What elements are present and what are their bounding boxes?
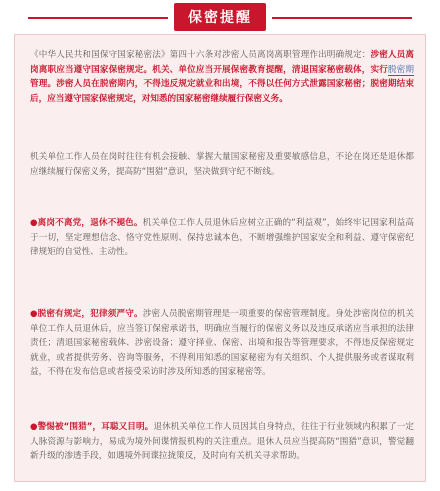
paragraph-point-1 — [30, 216, 414, 260]
point-2-text: 涉密人员脱密期管理是一项重要的保密管理制度。身处涉密岗位的机关单位工作人员退休后，应当签订保密承诺书，明确应当履行的保密义务以及违反承诺应当承担的法律责任；清退国家秘密载体、涉密设备；遵守择业、保密、出境和报告等管理要求，不得违反保密规定就业，或者提供劳务、咨询等服务，不得利用知悉的国家秘密为有关组织、个人提供服务或者谋取利益，不得在发布信息或者接受采访时涉及所知悉的国家秘密等。 — [30, 309, 414, 377]
paragraph-intro — [30, 150, 414, 179]
header-rule-left — [28, 17, 168, 19]
point-3-text: 退休机关单位工作人员因其自身特点，往往于行业领域内积累了一定人脉资源与影响力，易成为境外间谍情报机构的关注重点。退休人员应当提高防“围猎”意识，警觉翻新升级的渗透手段，如遇境外间谍拉拢策反，及时向有关机关寻求帮助。 — [30, 422, 414, 461]
header-rule-right — [272, 17, 412, 19]
header-title: 保密提醒 — [174, 3, 266, 31]
point-2-heading: ●脱密有规定，犯律须严守。 — [30, 309, 143, 319]
link-detox-period[interactable]: 脱密期 — [387, 64, 414, 75]
intro-text: 机关单位工作人员在岗时往往有机会接触、掌握大量国家秘密及重要敏感信息，不论在岗还是退休都应继续履行保密义务，提高防“围猎”意识，坚决做到守纪不断线。 — [30, 152, 414, 177]
law-intro-text: 《中华人民共和国保守国家秘密法》第四十六条对涉密人员离岗离职管理作出明确规定： — [30, 50, 371, 60]
paragraph-law-citation — [30, 48, 414, 106]
law-highlight-text-cont: 管理。涉密人员在脱密期内，不得违反规定就业和出境，不得以任何方式泄露国家秘密；脱密期结束后，应当遵守国家保密规定，对知悉的国家秘密继续履行保密义务。 — [30, 79, 414, 104]
point-1-text: 机关单位工作人员退休后应树立正确的“利益观”，始终牢记国家利益高于一切，坚定理想信念、恪守党性原则、保持忠诚本色，不断增强维护国家安全和利益、遵守保密纪律规矩的自觉性、主动性。 — [30, 218, 415, 257]
point-3-heading: ●警惕被“围猎”，耳聪又目明。 — [30, 422, 154, 432]
paragraph-point-2 — [30, 307, 414, 380]
point-1-heading: ●离岗不离党，退休不褪色。 — [30, 218, 143, 228]
header — [0, 0, 440, 30]
law-highlight-text: 涉密人员离岗离职应当遵守国家保密规定。机关、单位应当开展保密教育提醒，清退国家秘密载体，实行 — [30, 50, 414, 75]
paragraph-point-3 — [30, 420, 414, 464]
